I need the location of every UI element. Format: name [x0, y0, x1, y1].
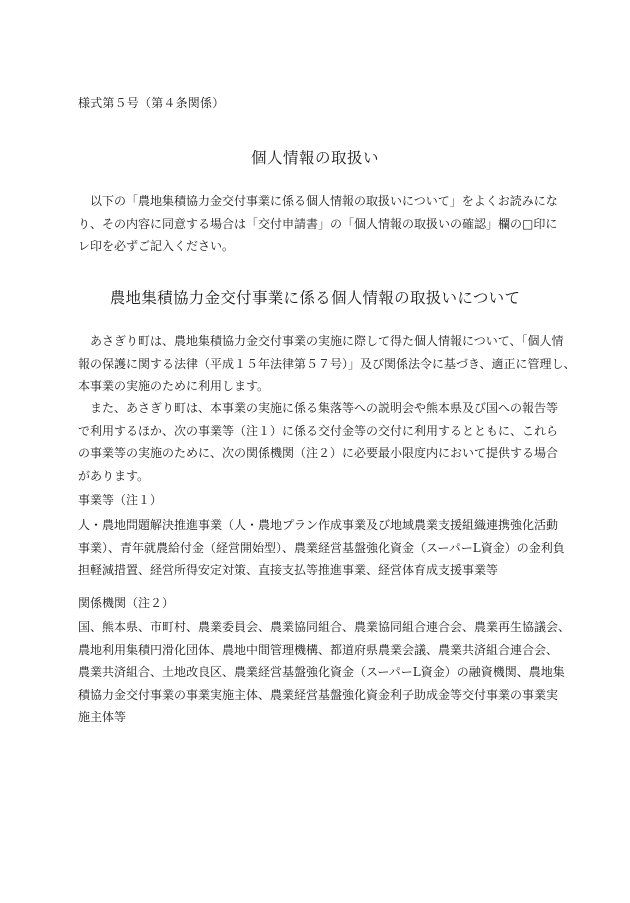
body-line: の事業等の実施のために、次の関係機関（注２）に必要最小限度内において提供する場合: [78, 446, 559, 460]
intro-line: 以下の「農地集積協力金交付事業に係る個人情報の取扱いについて」をよくお読みにな: [90, 194, 558, 208]
body-paragraph-2: [78, 397, 558, 487]
body-line: また、あさぎり町は、本事業の実施に係る集落等への説明会や熊本県及び国への報告等: [90, 401, 559, 415]
agencies-line: 農地利用集積円滑化団体、農地中間管理機構、都道府県農業会議、農業共済組合連合会、: [78, 642, 559, 657]
projects-list: [78, 514, 565, 582]
intro-line: り、その内容に同意する場合は「交付申請書」の「個人情報の取扱いの確認」欄の□印に: [78, 216, 558, 231]
agencies-heading: 関係機関（注２）: [78, 596, 175, 610]
form-number: 様式第５号（第４条関係）: [78, 96, 225, 110]
section-title: 農地集積協力金交付事業に係る個人情報の取扱いについて: [109, 289, 521, 307]
body-line: あさぎり町は、農地集積協力金交付事業の実施に際して得た個人情報について、「個人情: [90, 334, 564, 348]
body-line: があります。: [78, 468, 150, 483]
intro-paragraph: [78, 190, 558, 258]
page-title: 個人情報の取扱い: [250, 149, 379, 167]
body-line: 本事業の実施のために利用します。: [78, 379, 270, 393]
body-line: 報の保護に関する法律（平成１５年法律第５７号）」及び関係法令に基づき、適正に管理し、: [78, 356, 576, 371]
projects-line: 人・農地問題解決推進事業（人・農地プラン作成事業及び地域農業支援組織連携強化活動: [78, 518, 559, 532]
intro-line: レ印を必ずご記入ください。: [78, 239, 235, 253]
projects-heading: 事業等（注１）: [78, 493, 163, 507]
agencies-list: [78, 616, 571, 729]
agencies-line: 施主体等: [78, 710, 127, 724]
agencies-line: 積協力金交付事業の事業実施主体、農業経営基盤強化資金利子助成金等交付事業の事業実: [78, 687, 559, 702]
projects-line: 担軽減措置、経営所得安定対策、直接支払等推進事業、経営体育成支援事業等: [78, 563, 499, 577]
body-line: で利用するほか、次の事業等（注１）に係る交付金等の交付に利用するとともに、これら: [78, 423, 559, 438]
agencies-line: 国、熊本県、市町村、農業委員会、農業協同組合、農業協同組合連合会、農業再生協議会、: [78, 620, 571, 634]
body-paragraph-1: [78, 330, 576, 398]
agencies-line: 農業共済組合、土地改良区、農業経営基盤強化資金（スーパーL資金）の融資機関、農地集: [78, 665, 565, 679]
projects-line: 事業）、青年就農給付金（経営開始型）、農業経営基盤強化資金（スーパーL資金）の金利負: [78, 540, 565, 555]
